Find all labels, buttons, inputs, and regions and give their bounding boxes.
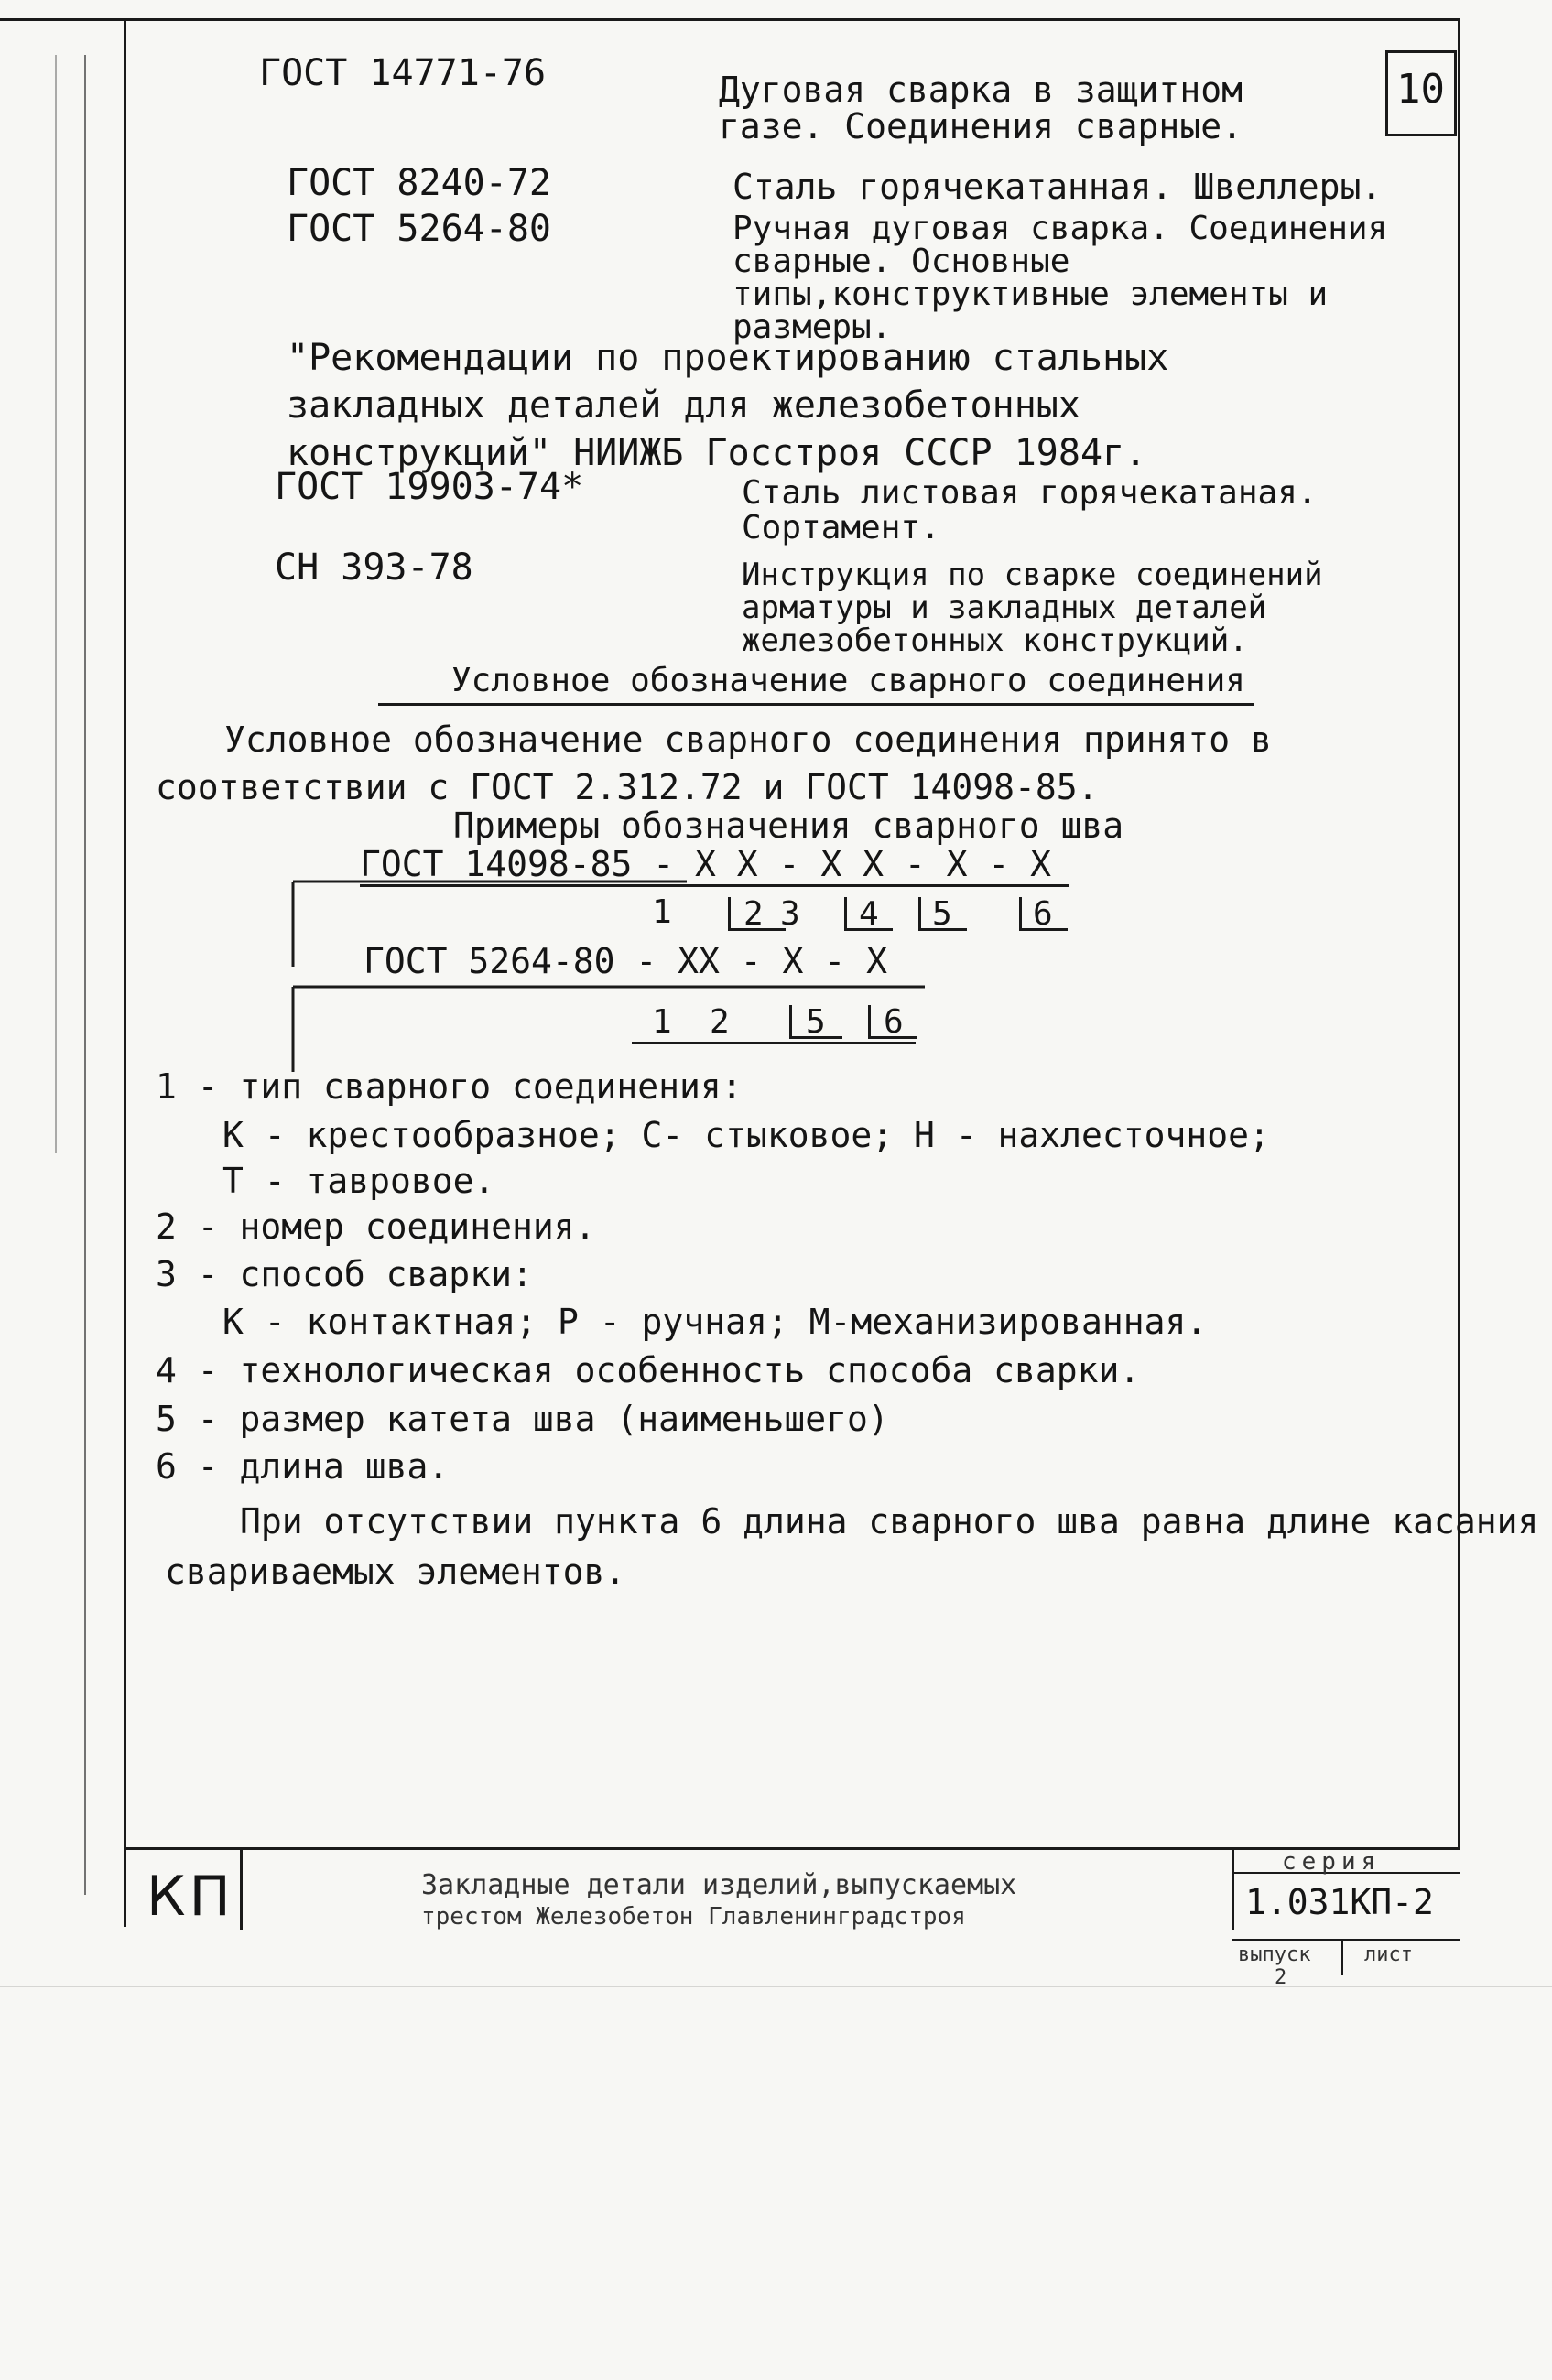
legend-num: 6: [156, 1446, 177, 1487]
legend-item-6: 6 - длина шва.: [156, 1446, 450, 1487]
example-2-index-1: 1: [652, 1003, 672, 1041]
legend-num: 2: [156, 1206, 177, 1247]
stamp-title-line-1: Закладные детали изделий,выпускаемых: [421, 1869, 1017, 1901]
examples-heading: Примеры обозначения сварного шва: [453, 806, 1124, 846]
legend-text: тип сварного соединения:: [239, 1066, 743, 1107]
ref-code-2: ГОСТ 8240-72: [287, 162, 551, 204]
ref-title-2: Сталь горячекатанная. Швеллеры.: [733, 167, 1383, 207]
frame-top-line: [0, 18, 1460, 21]
legend-num: 3: [156, 1254, 177, 1294]
legend-item-1: 1 - тип сварного соединения:: [156, 1066, 743, 1107]
example-1-index-5: 5: [932, 895, 952, 933]
legend-item-5: 5 - размер катета шва (наименьшего): [156, 1399, 889, 1439]
example-1-index-4: 4: [859, 895, 879, 933]
legend-item-4: 4 - технологическая особенность способа сварки.: [156, 1350, 1141, 1390]
stamp-sheet-label: лист: [1364, 1943, 1413, 1966]
stamp-top-line: [124, 1847, 1460, 1850]
ref-title-6: Инструкция по сварке соединений арматуры и закладных деталей железобетонных конструкций.: [742, 557, 1323, 659]
example-2-index-6: 6: [884, 1003, 904, 1041]
ref-code-6: СН 393-78: [275, 546, 473, 589]
legend-sub-1b: Т - тавровое.: [222, 1161, 495, 1201]
ref-code-1: ГОСТ 14771-76: [259, 52, 547, 94]
example-1-label: ГОСТ 14098-85 - X X - X X - X - X: [360, 844, 1069, 887]
stamp-issue-value: 2: [1275, 1966, 1287, 1989]
frame-right-line: [1458, 18, 1460, 1849]
legend-text: номер соединения.: [239, 1206, 596, 1247]
legend-num: 1: [156, 1066, 177, 1107]
frame-left-line: [124, 18, 126, 1927]
ref-title-3: Ручная дуговая сварка. Соединения сварные. Основные типы,конструктивные элементы и размеры.: [733, 210, 1388, 346]
stamp-issue-label: выпуск: [1238, 1943, 1311, 1966]
example-2-index-2: 2: [710, 1003, 730, 1041]
stamp-logo: КП: [147, 1865, 234, 1929]
stamp-divider-1: [240, 1847, 243, 1930]
binding-margin-line: [84, 55, 86, 1895]
legend-item-2: 2 - номер соединения.: [156, 1206, 596, 1247]
legend-sub-1a: К - крестообразное; С- стыковое; Н - нахлесточное;: [222, 1115, 1270, 1155]
example-1-index-1: 1: [652, 893, 672, 931]
section-heading: Условное обозначение сварного соединения: [378, 661, 1254, 706]
page-number: 10: [1396, 66, 1445, 113]
ref-code-3: ГОСТ 5264-80: [287, 208, 551, 250]
ref-title-5: Сталь листовая горячекатаная. Сортамент.: [742, 474, 1318, 546]
ref-code-5: ГОСТ 19903-74*: [275, 466, 584, 508]
stamp-issue-divider: [1341, 1939, 1343, 1975]
intro-paragraph: Условное обозначение сварного соединения принято в соответствии с ГОСТ 2.312.72 и ГОСТ 14098-85.: [156, 719, 1272, 807]
scan-artifact-line: [0, 1986, 1552, 1987]
note-line-1: При отсутствии пункта 6 длина сварного шва равна длине касания: [240, 1501, 1539, 1542]
example-1-index-3: 3: [780, 895, 800, 933]
binding-margin-line-2: [55, 55, 57, 1153]
legend-sub-3a: К - контактная; Р - ручная; М-механизированная.: [222, 1302, 1208, 1342]
example-2-label: ГОСТ 5264-80 - XX - X - X: [364, 941, 887, 981]
example-1-index-2: 2: [743, 895, 764, 933]
example-2-index-5: 5: [806, 1003, 826, 1041]
stamp-series-label: серия: [1282, 1848, 1382, 1876]
example-1-index-6: 6: [1033, 895, 1053, 933]
legend-text: технологическая особенность способа сварки.: [239, 1350, 1141, 1390]
note-line-2: свариваемых элементов.: [165, 1552, 626, 1592]
example-2-base-line: [632, 1042, 916, 1044]
legend-num: 4: [156, 1350, 177, 1390]
legend-item-3: 3 - способ сварки:: [156, 1254, 533, 1294]
stamp-title-line-2: трестом Железобетон Главленинградстроя: [421, 1903, 966, 1931]
ref-title-4: "Рекомендации по проектированию стальных закладных деталей для железобетонных конструкций" НИИЖБ Госстроя СССР 1984г.: [287, 337, 1169, 474]
stamp-series-value: 1.031КП-2: [1245, 1882, 1434, 1922]
legend-text: длина шва.: [239, 1446, 450, 1487]
legend-num: 5: [156, 1399, 177, 1439]
legend-text: размер катета шва (наименьшего): [239, 1399, 889, 1439]
legend-text: способ сварки:: [239, 1254, 533, 1294]
stamp-divider-2: [1232, 1847, 1234, 1930]
ref-title-1: Дуговая сварка в защитном газе. Соединения сварные.: [719, 70, 1243, 146]
